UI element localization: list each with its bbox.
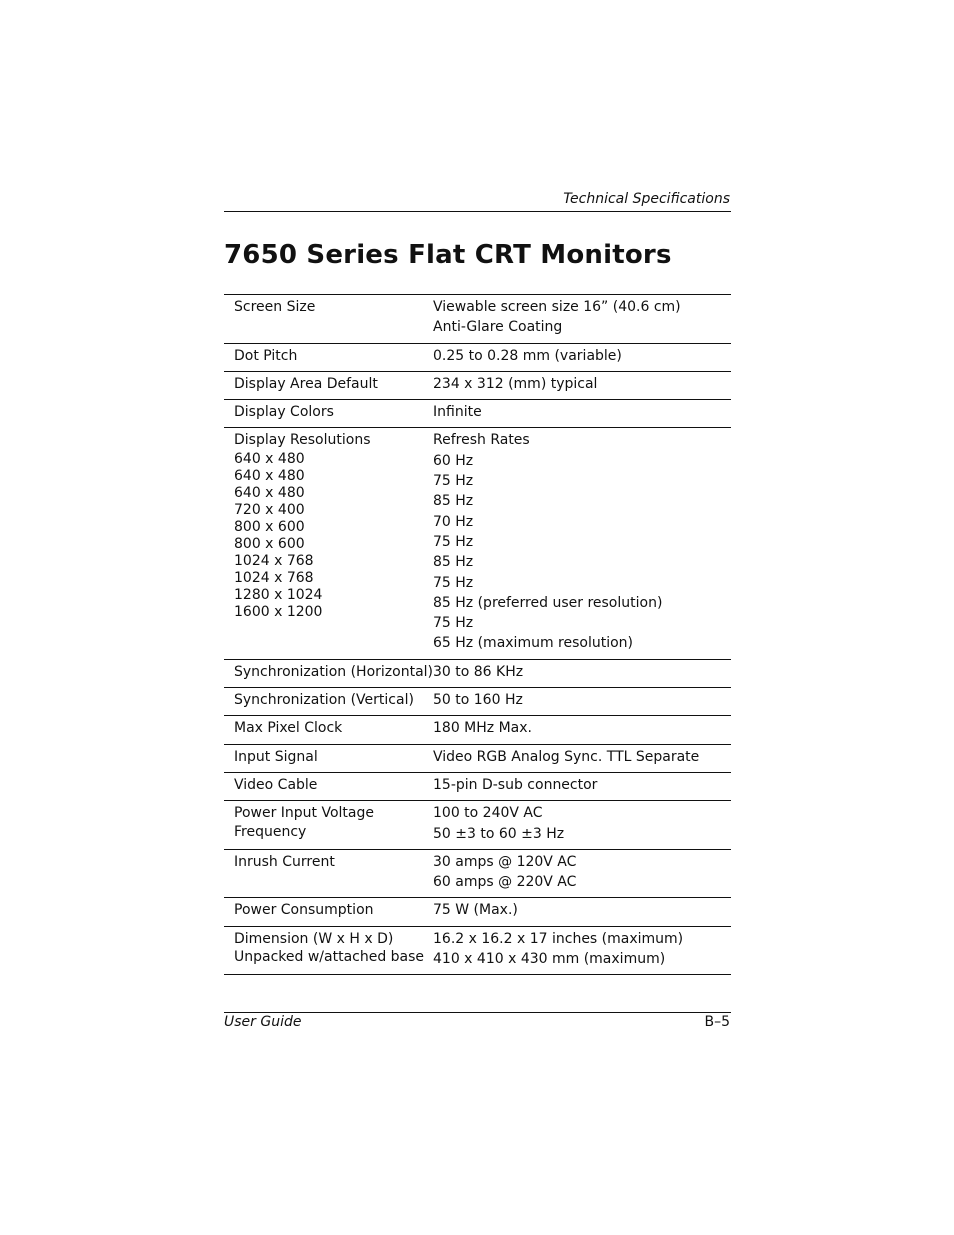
spec-value-line: 75 Hz — [433, 533, 474, 550]
spec-row — [224, 801, 731, 850]
spec-value-line: 0.25 to 0.28 mm (variable) — [433, 347, 622, 364]
spec-label-line: Power Consumption — [234, 902, 374, 919]
spec-value — [433, 744, 731, 772]
spec-label-line: Video Cable — [234, 776, 318, 793]
spec-value-line: 410 x 410 x 430 mm (maximum) — [433, 951, 666, 968]
spec-value — [433, 926, 731, 975]
header-divider — [224, 211, 731, 212]
spec-value-line: 60 Hz — [433, 452, 474, 469]
spec-label-line: 800 x 600 — [234, 518, 305, 535]
spec-value-line: Viewable screen size 16” (40.6 cm) — [433, 299, 681, 315]
page-title: 7650 Series Flat CRT Monitors — [224, 240, 672, 270]
spec-value-line: 15-pin D-sub connector — [433, 776, 598, 793]
spec-label-line: Dimension (W x H x D) — [234, 930, 394, 947]
spec-label-line: Dot Pitch — [234, 347, 298, 364]
spec-row — [224, 371, 731, 399]
spec-table — [224, 294, 731, 975]
spec-value — [433, 688, 731, 716]
footer-page-number: B–5 — [704, 1014, 730, 1030]
spec-label-line: 1280 x 1024 — [234, 586, 323, 603]
spec-value-line: 75 Hz — [433, 615, 474, 632]
spec-value — [433, 295, 731, 344]
spec-value-line: 30 amps @ 120V AC — [433, 853, 577, 870]
spec-value — [433, 801, 731, 850]
spec-value-line: Refresh Rates — [433, 432, 530, 449]
spec-label-line: 720 x 400 — [234, 501, 305, 518]
spec-value — [433, 659, 731, 687]
spec-value-line: 60 amps @ 220V AC — [433, 874, 577, 891]
spec-label — [224, 343, 433, 371]
spec-label — [224, 744, 433, 772]
spec-value-line: 50 to 160 Hz — [433, 692, 523, 709]
spec-label-line: Display Area Default — [234, 375, 378, 392]
spec-label-line: Inrush Current — [234, 853, 335, 870]
spec-value — [433, 849, 731, 898]
spec-value — [433, 428, 731, 659]
spec-label — [224, 428, 433, 659]
spec-value-line: 75 Hz — [433, 574, 474, 591]
spec-label-line: Synchronization (Horizontal) — [234, 663, 433, 680]
spec-value-line: 75 Hz — [433, 473, 474, 490]
spec-label-line: Unpacked w/attached base — [234, 949, 425, 966]
spec-value — [433, 772, 731, 800]
spec-label — [224, 659, 433, 687]
spec-label-line: Max Pixel Clock — [234, 720, 343, 737]
spec-label — [224, 400, 433, 428]
spec-row — [224, 926, 731, 975]
spec-label-line: 800 x 600 — [234, 535, 305, 552]
spec-value-line: 30 to 86 KHz — [433, 663, 524, 680]
spec-label — [224, 371, 433, 399]
spec-value-line: 100 to 240V AC — [433, 805, 543, 822]
spec-value — [433, 898, 731, 926]
spec-label — [224, 772, 433, 800]
spec-row — [224, 295, 731, 344]
spec-label — [224, 688, 433, 716]
spec-value-line: Video RGB Analog Sync. TTL Separate — [433, 748, 700, 765]
spec-row — [224, 772, 731, 800]
spec-label — [224, 898, 433, 926]
spec-row — [224, 343, 731, 371]
spec-label-line: Power Input Voltage — [234, 805, 374, 822]
spec-label-line: 1024 x 768 — [234, 552, 314, 569]
spec-value-line: 16.2 x 16.2 x 17 inches (maximum) — [433, 930, 684, 947]
spec-value — [433, 400, 731, 428]
footer-divider — [224, 1012, 731, 1013]
spec-label-line: 640 x 480 — [234, 450, 305, 467]
spec-label-line: 640 x 480 — [234, 467, 305, 484]
spec-row — [224, 716, 731, 744]
spec-label-line: Display Resolutions — [234, 432, 371, 449]
spec-value-line: 180 MHz Max. — [433, 720, 532, 737]
spec-value-line: Anti-Glare Coating — [433, 319, 563, 336]
spec-value-line: 234 x 312 (mm) typical — [433, 375, 598, 392]
spec-value-line: 85 Hz — [433, 493, 474, 510]
spec-label-line: Display Colors — [234, 404, 334, 421]
spec-label-line: Synchronization (Vertical) — [234, 692, 414, 709]
spec-value-line: Infinite — [433, 404, 482, 421]
spec-row — [224, 688, 731, 716]
spec-label — [224, 716, 433, 744]
spec-row — [224, 659, 731, 687]
spec-value — [433, 371, 731, 399]
spec-value-line: 85 Hz — [433, 554, 474, 571]
spec-value-line: 75 W (Max.) — [433, 902, 518, 919]
spec-row — [224, 400, 731, 428]
spec-value-line: 70 Hz — [433, 513, 474, 530]
spec-label-line: Screen Size — [234, 299, 316, 315]
spec-value-line: 65 Hz (maximum resolution) — [433, 635, 634, 652]
running-header: Technical Specifications — [563, 191, 730, 207]
spec-row — [224, 898, 731, 926]
spec-label — [224, 295, 433, 344]
spec-value — [433, 716, 731, 744]
spec-label — [224, 849, 433, 898]
spec-row — [224, 744, 731, 772]
spec-value-line: 85 Hz (preferred user resolution) — [433, 594, 663, 611]
spec-label-line: 1024 x 768 — [234, 569, 314, 586]
spec-label-line: 640 x 480 — [234, 484, 305, 501]
spec-row — [224, 428, 731, 659]
spec-label-line: Frequency — [234, 823, 307, 840]
spec-label-line: Input Signal — [234, 748, 318, 765]
spec-label-line: 1600 x 1200 — [234, 603, 323, 620]
spec-value — [433, 343, 731, 371]
spec-label — [224, 801, 433, 850]
spec-label — [224, 926, 433, 975]
footer-document-title: User Guide — [224, 1014, 302, 1030]
spec-value-line: 50 ±3 to 60 ±3 Hz — [433, 825, 565, 842]
spec-row — [224, 849, 731, 898]
spec-table-body — [224, 295, 731, 975]
